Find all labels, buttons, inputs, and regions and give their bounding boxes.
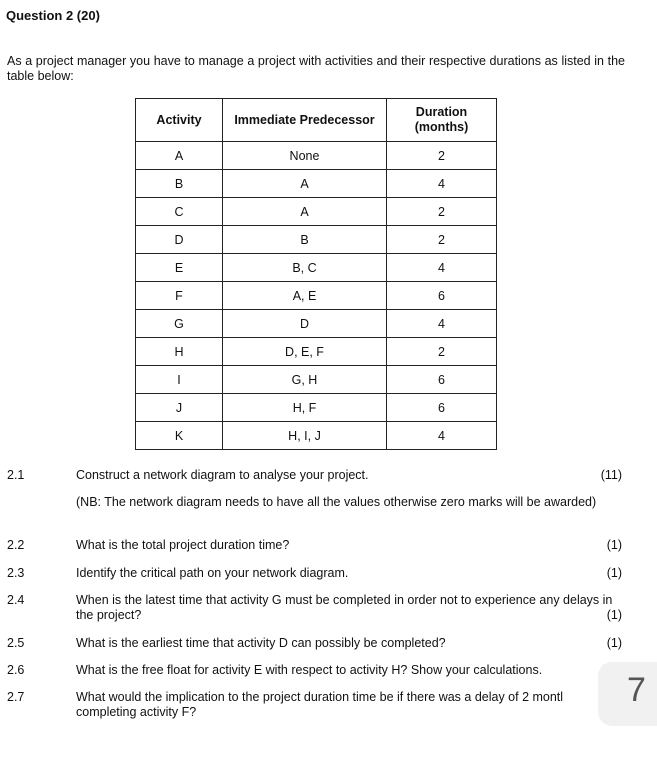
cell-predecessor: A [223,170,387,198]
cell-activity: D [136,226,223,254]
table-row [136,282,497,310]
cell-activity: K [136,422,223,450]
cell-predecessor: H, I, J [223,422,387,450]
table-row [136,366,497,394]
cell-activity: E [136,254,223,282]
question-text: What would the implication to the project duration time be if there was a delay of 2 montl completing activity F? [76,690,564,719]
cell-predecessor: None [223,142,387,170]
question-text: What is the total project duration time? [76,538,290,552]
cell-predecessor: B, C [223,254,387,282]
question-text: What is the free float for activity E with respect to activity H? Show your calculations. [76,663,543,677]
header-duration-label: Duration [415,105,468,119]
cell-activity: I [136,366,223,394]
cell-duration: 6 [387,394,497,422]
question-marks: (1) [606,538,622,552]
cell-predecessor: A, E [223,282,387,310]
question-number: 2.5 [7,636,25,650]
cell-duration: 2 [387,142,497,170]
cell-duration: 4 [387,310,497,338]
cell-predecessor: A [223,198,387,226]
question-number: 2.1 [7,468,25,482]
question-text: Identify the critical path on your network diagram. [76,566,349,580]
cell-predecessor: G, H [223,366,387,394]
cell-duration: 2 [387,338,497,366]
question-text: When is the latest time that activity G must be completed in order not to experience any delays in the project? [76,593,613,622]
cell-activity: B [136,170,223,198]
cell-activity: C [136,198,223,226]
cell-activity: H [136,338,223,366]
cell-predecessor: B [223,226,387,254]
activity-table [135,98,497,450]
table-row [136,170,497,198]
cell-duration: 6 [387,366,497,394]
intro-paragraph: As a project manager you have to manage a project with activities and their respective durations as listed in the table below: [7,54,625,83]
header-activity: Activity [136,99,223,142]
question-number: 2.7 [7,690,25,704]
table-row [136,254,497,282]
cell-predecessor: H, F [223,394,387,422]
cell-duration: 2 [387,226,497,254]
note-text: (NB: The network diagram needs to have all the values otherwise zero marks will be awarded) [76,495,597,509]
header-duration-unit: (months) [414,120,469,134]
table-row [136,226,497,254]
cell-activity: F [136,282,223,310]
cell-activity: G [136,310,223,338]
table-row [136,338,497,366]
cell-predecessor: D, E, F [223,338,387,366]
table-row [136,422,497,450]
cell-duration: 4 [387,170,497,198]
cell-duration: 4 [387,422,497,450]
table-row [136,198,497,226]
header-predecessor: Immediate Predecessor [223,99,387,142]
table-row [136,394,497,422]
question-number: 2.4 [7,593,25,607]
table-row [136,142,497,170]
table-header-row [136,99,497,142]
question-marks: (1) [606,636,622,650]
question-number: 2.6 [7,663,25,677]
cell-duration: 6 [387,282,497,310]
table-row [136,310,497,338]
question-text: Construct a network diagram to analyse your project. [76,468,369,482]
page-badge-number: 7 [627,671,646,709]
question-text: What is the earliest time that activity D can possibly be completed? [76,636,446,650]
cell-predecessor: D [223,310,387,338]
cell-activity: J [136,394,223,422]
question-marks: (1) [606,566,622,580]
question-marks: (11) [600,468,622,482]
question-marks: (1) [606,608,622,622]
question-number: 2.3 [7,566,25,580]
header-duration [387,99,497,142]
cell-activity: A [136,142,223,170]
page-badge [598,662,657,726]
question-number: 2.2 [7,538,25,552]
cell-duration: 2 [387,198,497,226]
cell-duration: 4 [387,254,497,282]
question-title: Question 2 (20) [6,8,100,23]
